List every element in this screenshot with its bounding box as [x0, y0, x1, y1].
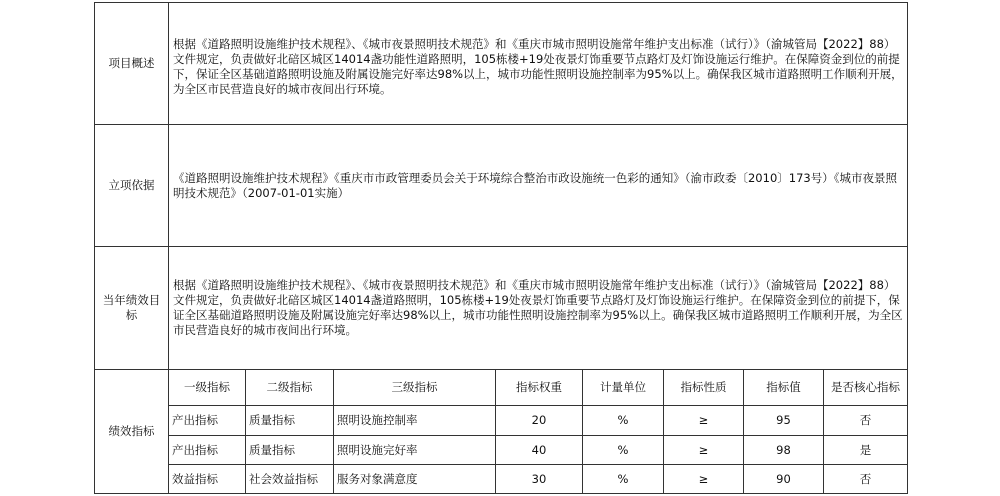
- header-level3: 三级指标: [334, 370, 496, 406]
- overview-text: 根据《道路照明设施维护技术规程》、《城市夜景照明技术规范》和《重庆市城市照明设施常年维护支出标准（试行）》（渝城管局【2022】88）文件规定，负责做好北碚区城区14014盏功能性道路照明，105栋楼+19处夜景灯饰重要节点路灯及灯饰设施运行维护。在保障资金到位的前提下，保证全区基础道路照明设施及附属设施完好率达98%以上，城市功能性照明设施控制率为95%以上。确保我区城市道路照明工作顺利开展，为全区市民营造良好的城市夜间出行环境。: [169, 3, 908, 125]
- basis-label: 立项依据: [95, 125, 169, 247]
- cell-core: 否: [824, 406, 908, 436]
- table-row: [95, 406, 908, 436]
- cell-level2: 质量指标: [246, 406, 334, 436]
- header-unit: 计量单位: [583, 370, 664, 406]
- cell-nature: ≥: [664, 406, 744, 436]
- cell-core: 否: [824, 465, 908, 494]
- annual-goal-text: 根据《道路照明设施维护技术规程》、《城市夜景照明技术规范》和《重庆市城市照明设施常年维护支出标准（试行）》（渝城管局【2022】88）文件规定，负责做好北碚区城区14014盏道路照明，105栋楼+19处夜景灯饰重要节点路灯及灯饰设施运行维护。在保障资金到位的前提下，保证全区基础道路照明设施及附属设施完好率达98%以上，城市功能性照明设施控制率为95%以上。确保我区城市道路照明工作顺利开展，为全区市民营造良好的城市夜间出行环境。: [169, 247, 908, 370]
- header-nature: 指标性质: [664, 370, 744, 406]
- header-level2: 二级指标: [246, 370, 334, 406]
- header-level1: 一级指标: [169, 370, 246, 406]
- indicators-label: 绩效指标: [95, 370, 169, 494]
- cell-level3: 服务对象满意度: [334, 465, 496, 494]
- cell-level2: 质量指标: [246, 436, 334, 465]
- cell-nature: ≥: [664, 436, 744, 465]
- cell-nature: ≥: [664, 465, 744, 494]
- cell-level3: 照明设施控制率: [334, 406, 496, 436]
- cell-value: 98: [744, 436, 824, 465]
- overview-row: [95, 3, 908, 125]
- cell-unit: %: [583, 436, 664, 465]
- cell-value: 90: [744, 465, 824, 494]
- header-weight: 指标权重: [496, 370, 583, 406]
- cell-level2: 社会效益指标: [246, 465, 334, 494]
- basis-text: 《道路照明设施维护技术规程》《重庆市市政管理委员会关于环境综合整治市政设施统一色彩的通知》（渝市政委〔2010〕173号）《城市夜景照明技术规范》（2007-01-01实施）: [169, 125, 908, 247]
- cell-level1: 效益指标: [169, 465, 246, 494]
- cell-unit: %: [583, 406, 664, 436]
- cell-weight: 40: [496, 436, 583, 465]
- cell-value: 95: [744, 406, 824, 436]
- cell-core: 是: [824, 436, 908, 465]
- table-row: [95, 436, 908, 465]
- overview-label: 项目概述: [95, 3, 169, 125]
- basis-row: [95, 125, 908, 247]
- indicator-header-row: [95, 370, 908, 406]
- cell-level1: 产出指标: [169, 436, 246, 465]
- header-core: 是否核心指标: [824, 370, 908, 406]
- annual-goal-label: 当年绩效目标: [95, 247, 169, 370]
- cell-weight: 20: [496, 406, 583, 436]
- cell-weight: 30: [496, 465, 583, 494]
- annual-goal-row: [95, 247, 908, 370]
- cell-level1: 产出指标: [169, 406, 246, 436]
- performance-target-table: [94, 2, 908, 494]
- cell-level3: 照明设施完好率: [334, 436, 496, 465]
- cell-unit: %: [583, 465, 664, 494]
- header-value: 指标值: [744, 370, 824, 406]
- table-row: [95, 465, 908, 494]
